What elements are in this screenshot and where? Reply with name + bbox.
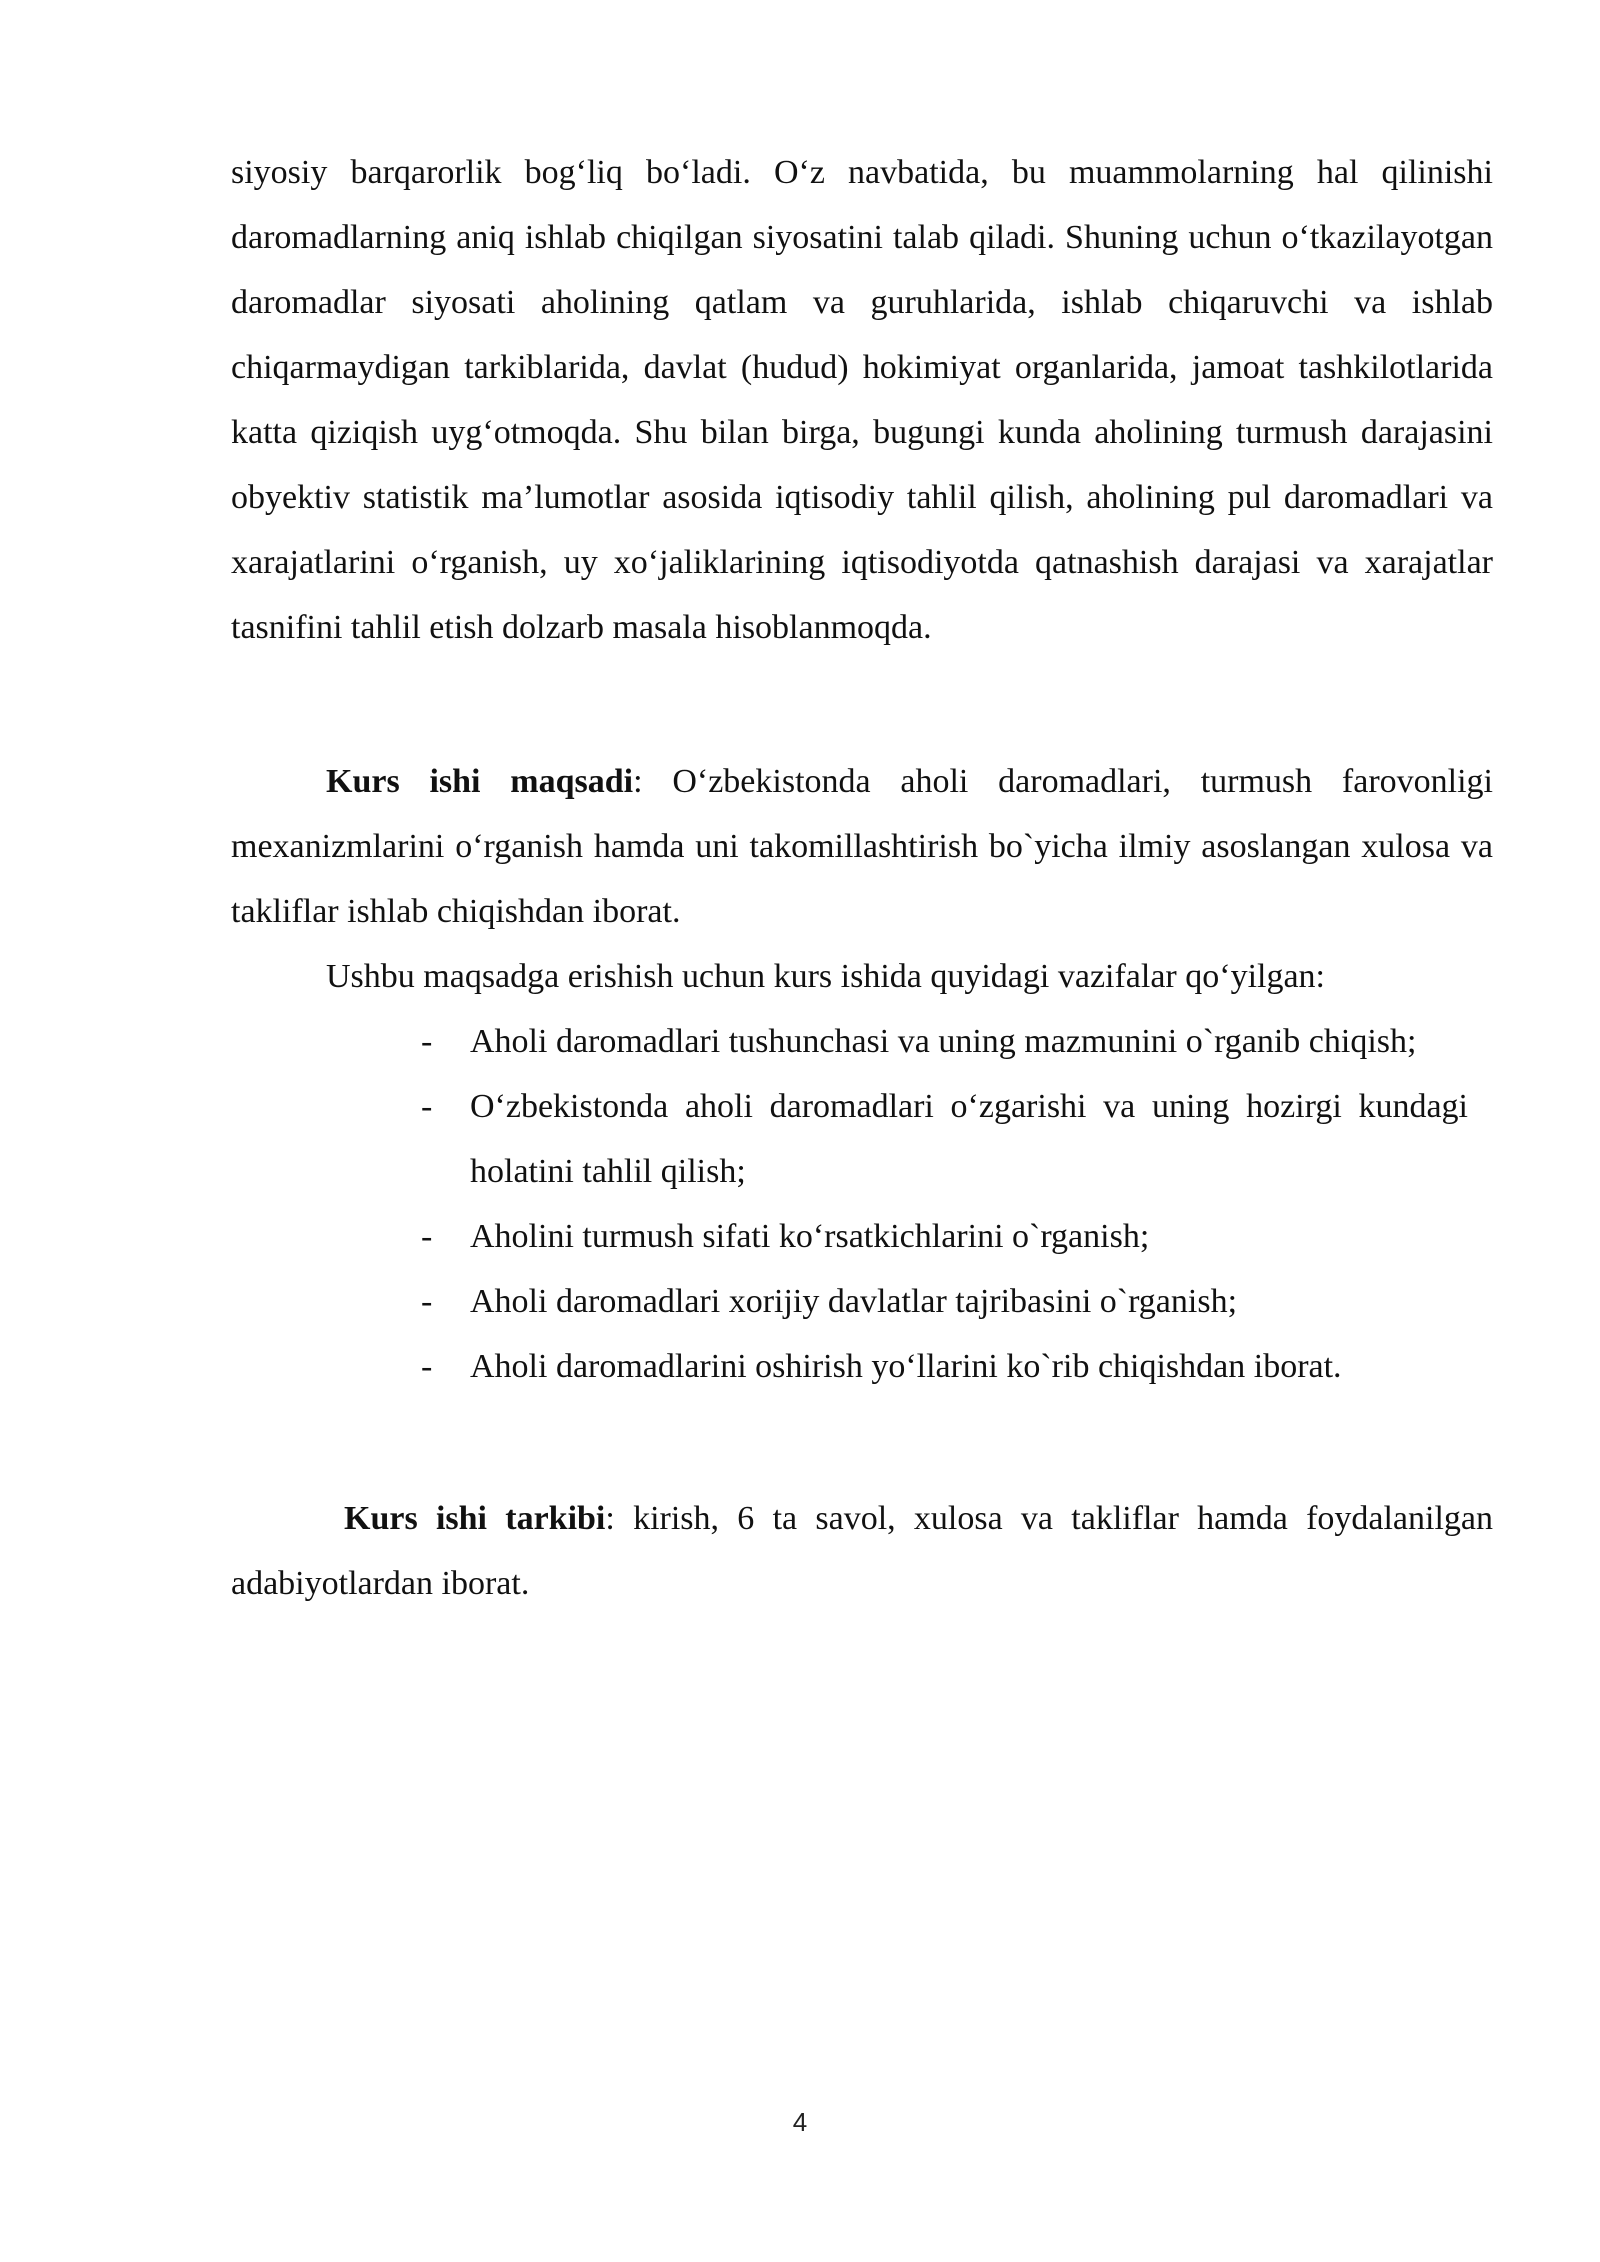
list-item <box>418 1009 1468 1074</box>
list-dash: - <box>421 1348 433 1385</box>
paragraph-goal <box>231 749 1493 944</box>
list-dash: - <box>421 1218 433 1255</box>
list-item-text: Aholini turmush sifati ko‘rsatkichlarini o`rganish; <box>470 1218 1150 1255</box>
goal-heading: Kurs ishi maqsadi <box>326 763 634 800</box>
list-item-text: Aholi daromadlari xorijiy davlatlar tajribasini o`rganish; <box>470 1283 1238 1320</box>
paragraph-context: siyosiy barqarorlik bog‘liq bo‘ladi. O‘z navbatida, bu muammolarning hal qilinishi daromadlarning aniq ishlab chiqilgan siyosatini talab qiladi. Shuning uchun o‘tkazilayotgan daromadlar siyosati aholining qatlam va guruhlarida, ishlab chiqaruvchi va ishlab chiqarmaydigan tarkiblarida, davlat (hudud) hokimiyat organlarida, jamoat tashkilotlarida katta qiziqish uyg‘otmoqda. Shu bilan birga, bugungi kunda aholining turmush darajasini obyektiv statistik ma’lumotlar asosida iqtisodiy tahlil qilish, aholining pul daromadlari va xarajatlarini o‘rganish, uy xo‘jaliklarining iqtisodiyotda qatnashish darajasi va xarajatlar tasnifini tahlil etish dolzarb masala hisoblanmoqda. <box>231 154 1493 646</box>
structure-text: : kirish, 6 ta savol, xulosa va takliflar hamda foydalanilgan adabiyotlardan iborat. <box>231 1500 1493 1602</box>
list-dash: - <box>421 1023 433 1060</box>
list-item-text: Aholi daromadlari tushunchasi va uning mazmunini o`rganib chiqish; <box>470 1023 1417 1060</box>
list-item <box>418 1334 1468 1399</box>
list-item-text: O‘zbekistonda aholi daromadlari o‘zgarishi va uning hozirgi kundagi holatini tahlil qilish; <box>470 1088 1468 1190</box>
structure-heading: Kurs ishi tarkibi <box>344 1500 606 1537</box>
tasks-intro: Ushbu maqsadga erishish uchun kurs ishida quyidagi vazifalar qo‘yilgan: <box>326 958 1325 995</box>
list-item-text: Aholi daromadlarini oshirish yo‘llarini ko`rib chiqishdan iborat. <box>470 1348 1342 1385</box>
page-number: 4 <box>792 2107 808 2137</box>
list-dash: - <box>421 1283 433 1320</box>
paragraph-structure <box>231 1486 1493 1616</box>
goal-text: : O‘zbekistonda aholi daromadlari, turmush farovonligi mexanizmlarini o‘rganish hamda uni takomillashtirish bo`yicha ilmiy asoslangan xulosa va takliflar ishlab chiqishdan iborat. <box>231 763 1494 930</box>
list-item <box>418 1204 1468 1269</box>
list-item <box>418 1074 1468 1204</box>
task-list <box>418 1009 1468 1399</box>
list-dash: - <box>421 1088 433 1125</box>
list-item <box>418 1269 1468 1334</box>
